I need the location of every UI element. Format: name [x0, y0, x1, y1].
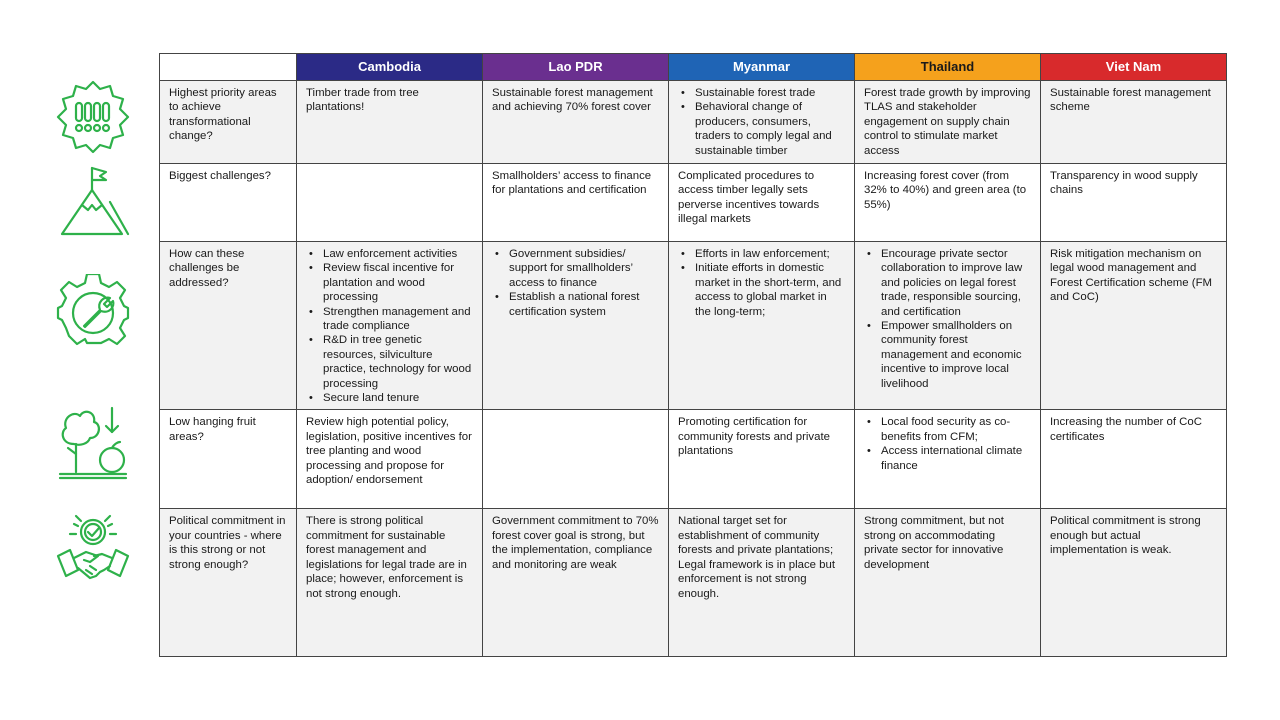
list-item: • Law enforcement activities [306, 247, 473, 261]
cell-cambodia: There is strong political commitment for sustainable forest management and legislations for legal trade are in place; however, enforcement is not strong enough. [297, 509, 483, 657]
list-item: • Encourage private sector collaboration to improve law and policies on legal forest trade, responsible sourcing, and certification [864, 247, 1031, 319]
list-item: • R&D in tree genetic resources, silviculture practice, technology for wood processing [306, 333, 473, 391]
column-header-vietnam: Viet Nam [1041, 54, 1227, 81]
bullet-list [864, 247, 1031, 391]
exclamation-badge-icon [54, 78, 132, 156]
list-item: • Review fiscal incentive for plantation and wood processing [306, 261, 473, 304]
bullet-list [864, 415, 1031, 473]
cell-lao: Smallholders’ access to finance for plantations and certification [483, 164, 669, 242]
list-item: • Secure land tenure [306, 391, 473, 405]
cell-myanmar: Promoting certification for community forests and private plantations [669, 410, 855, 509]
list-item: • Initiate efforts in domestic market in the short-term, and access to global market in the long-term; [678, 261, 845, 319]
list-item: • Strengthen management and trade compliance [306, 305, 473, 334]
row-question: Biggest challenges? [160, 164, 297, 242]
table-row [160, 410, 1227, 509]
bullet-list [306, 247, 473, 405]
list-item: • Sustainable forest trade [678, 86, 845, 100]
column-header-cambodia: Cambodia [297, 54, 483, 81]
table-row [160, 242, 1227, 410]
cell-lao: Government commitment to 70% forest cover goal is strong, but the implementation, compliance and monitoring are weak [483, 509, 669, 657]
gear-wrench-icon [54, 274, 132, 352]
cell-vietnam: Risk mitigation mechanism on legal wood management and Forest Certification scheme (FM and CoC) [1041, 242, 1227, 410]
list-item: • Local food security as co-benefits from CFM; [864, 415, 1031, 444]
cell-myanmar: Complicated procedures to access timber legally sets perverse incentives towards illegal markets [669, 164, 855, 242]
cell-cambodia: Timber trade from tree plantations! [297, 81, 483, 164]
cell-cambodia [297, 164, 483, 242]
table-row [160, 164, 1227, 242]
row-question: Low hanging fruit areas? [160, 410, 297, 509]
cell-cambodia [297, 242, 483, 410]
column-header-lao: Lao PDR [483, 54, 669, 81]
row-question: Political commitment in your countries - where is this strong or not strong enough? [160, 509, 297, 657]
handshake-check-icon [54, 512, 132, 590]
cell-myanmar [669, 81, 855, 164]
list-item: • Access international climate finance [864, 444, 1031, 473]
comparison-table [159, 53, 1227, 657]
mountain-flag-icon [54, 162, 132, 240]
cell-thailand: Strong commitment, but not strong on accommodating private sector for innovative development [855, 509, 1041, 657]
bullet-list [678, 247, 845, 319]
list-item: • Empower smallholders on community forest management and economic incentive to improve local livelihood [864, 319, 1031, 391]
table-row [160, 509, 1227, 657]
cell-cambodia: Review high potential policy, legislation, positive incentives for tree planting and wood processing and propose for adoption/ endorsement [297, 410, 483, 509]
cell-thailand [855, 410, 1041, 509]
column-header-thailand: Thailand [855, 54, 1041, 81]
table-row [160, 81, 1227, 164]
cell-thailand [855, 242, 1041, 410]
cell-thailand: Forest trade growth by improving TLAS and stakeholder engagement on supply chain control to stimulate market access [855, 81, 1041, 164]
list-item: • Establish a national forest certification system [492, 290, 659, 319]
cell-lao [483, 242, 669, 410]
cell-lao: Sustainable forest management and achieving 70% forest cover [483, 81, 669, 164]
cell-lao [483, 410, 669, 509]
cell-vietnam: Sustainable forest management scheme [1041, 81, 1227, 164]
cell-thailand: Increasing forest cover (from 32% to 40%) and green area (to 55%) [855, 164, 1041, 242]
tree-fruit-icon [54, 404, 132, 482]
cell-vietnam: Increasing the number of CoC certificates [1041, 410, 1227, 509]
cell-vietnam: Transparency in wood supply chains [1041, 164, 1227, 242]
list-item: • Government subsidies/ support for smallholders’ access to finance [492, 247, 659, 290]
cell-vietnam: Political commitment is strong enough but actual implementation is weak. [1041, 509, 1227, 657]
cell-myanmar: National target set for establishment of community forests and private plantations; Legal framework is in place but enforcement is not strong enough. [669, 509, 855, 657]
header-row [160, 54, 1227, 81]
row-question: How can these challenges be addressed? [160, 242, 297, 410]
list-item: • Behavioral change of producers, consumers, traders to comply legal and sustainable timber [678, 100, 845, 158]
list-item: • Efforts in law enforcement; [678, 247, 845, 261]
cell-myanmar [669, 242, 855, 410]
header-corner [160, 54, 297, 81]
bullet-list [492, 247, 659, 319]
row-question: Highest priority areas to achieve transformational change? [160, 81, 297, 164]
bullet-list [678, 86, 845, 158]
column-header-myanmar: Myanmar [669, 54, 855, 81]
